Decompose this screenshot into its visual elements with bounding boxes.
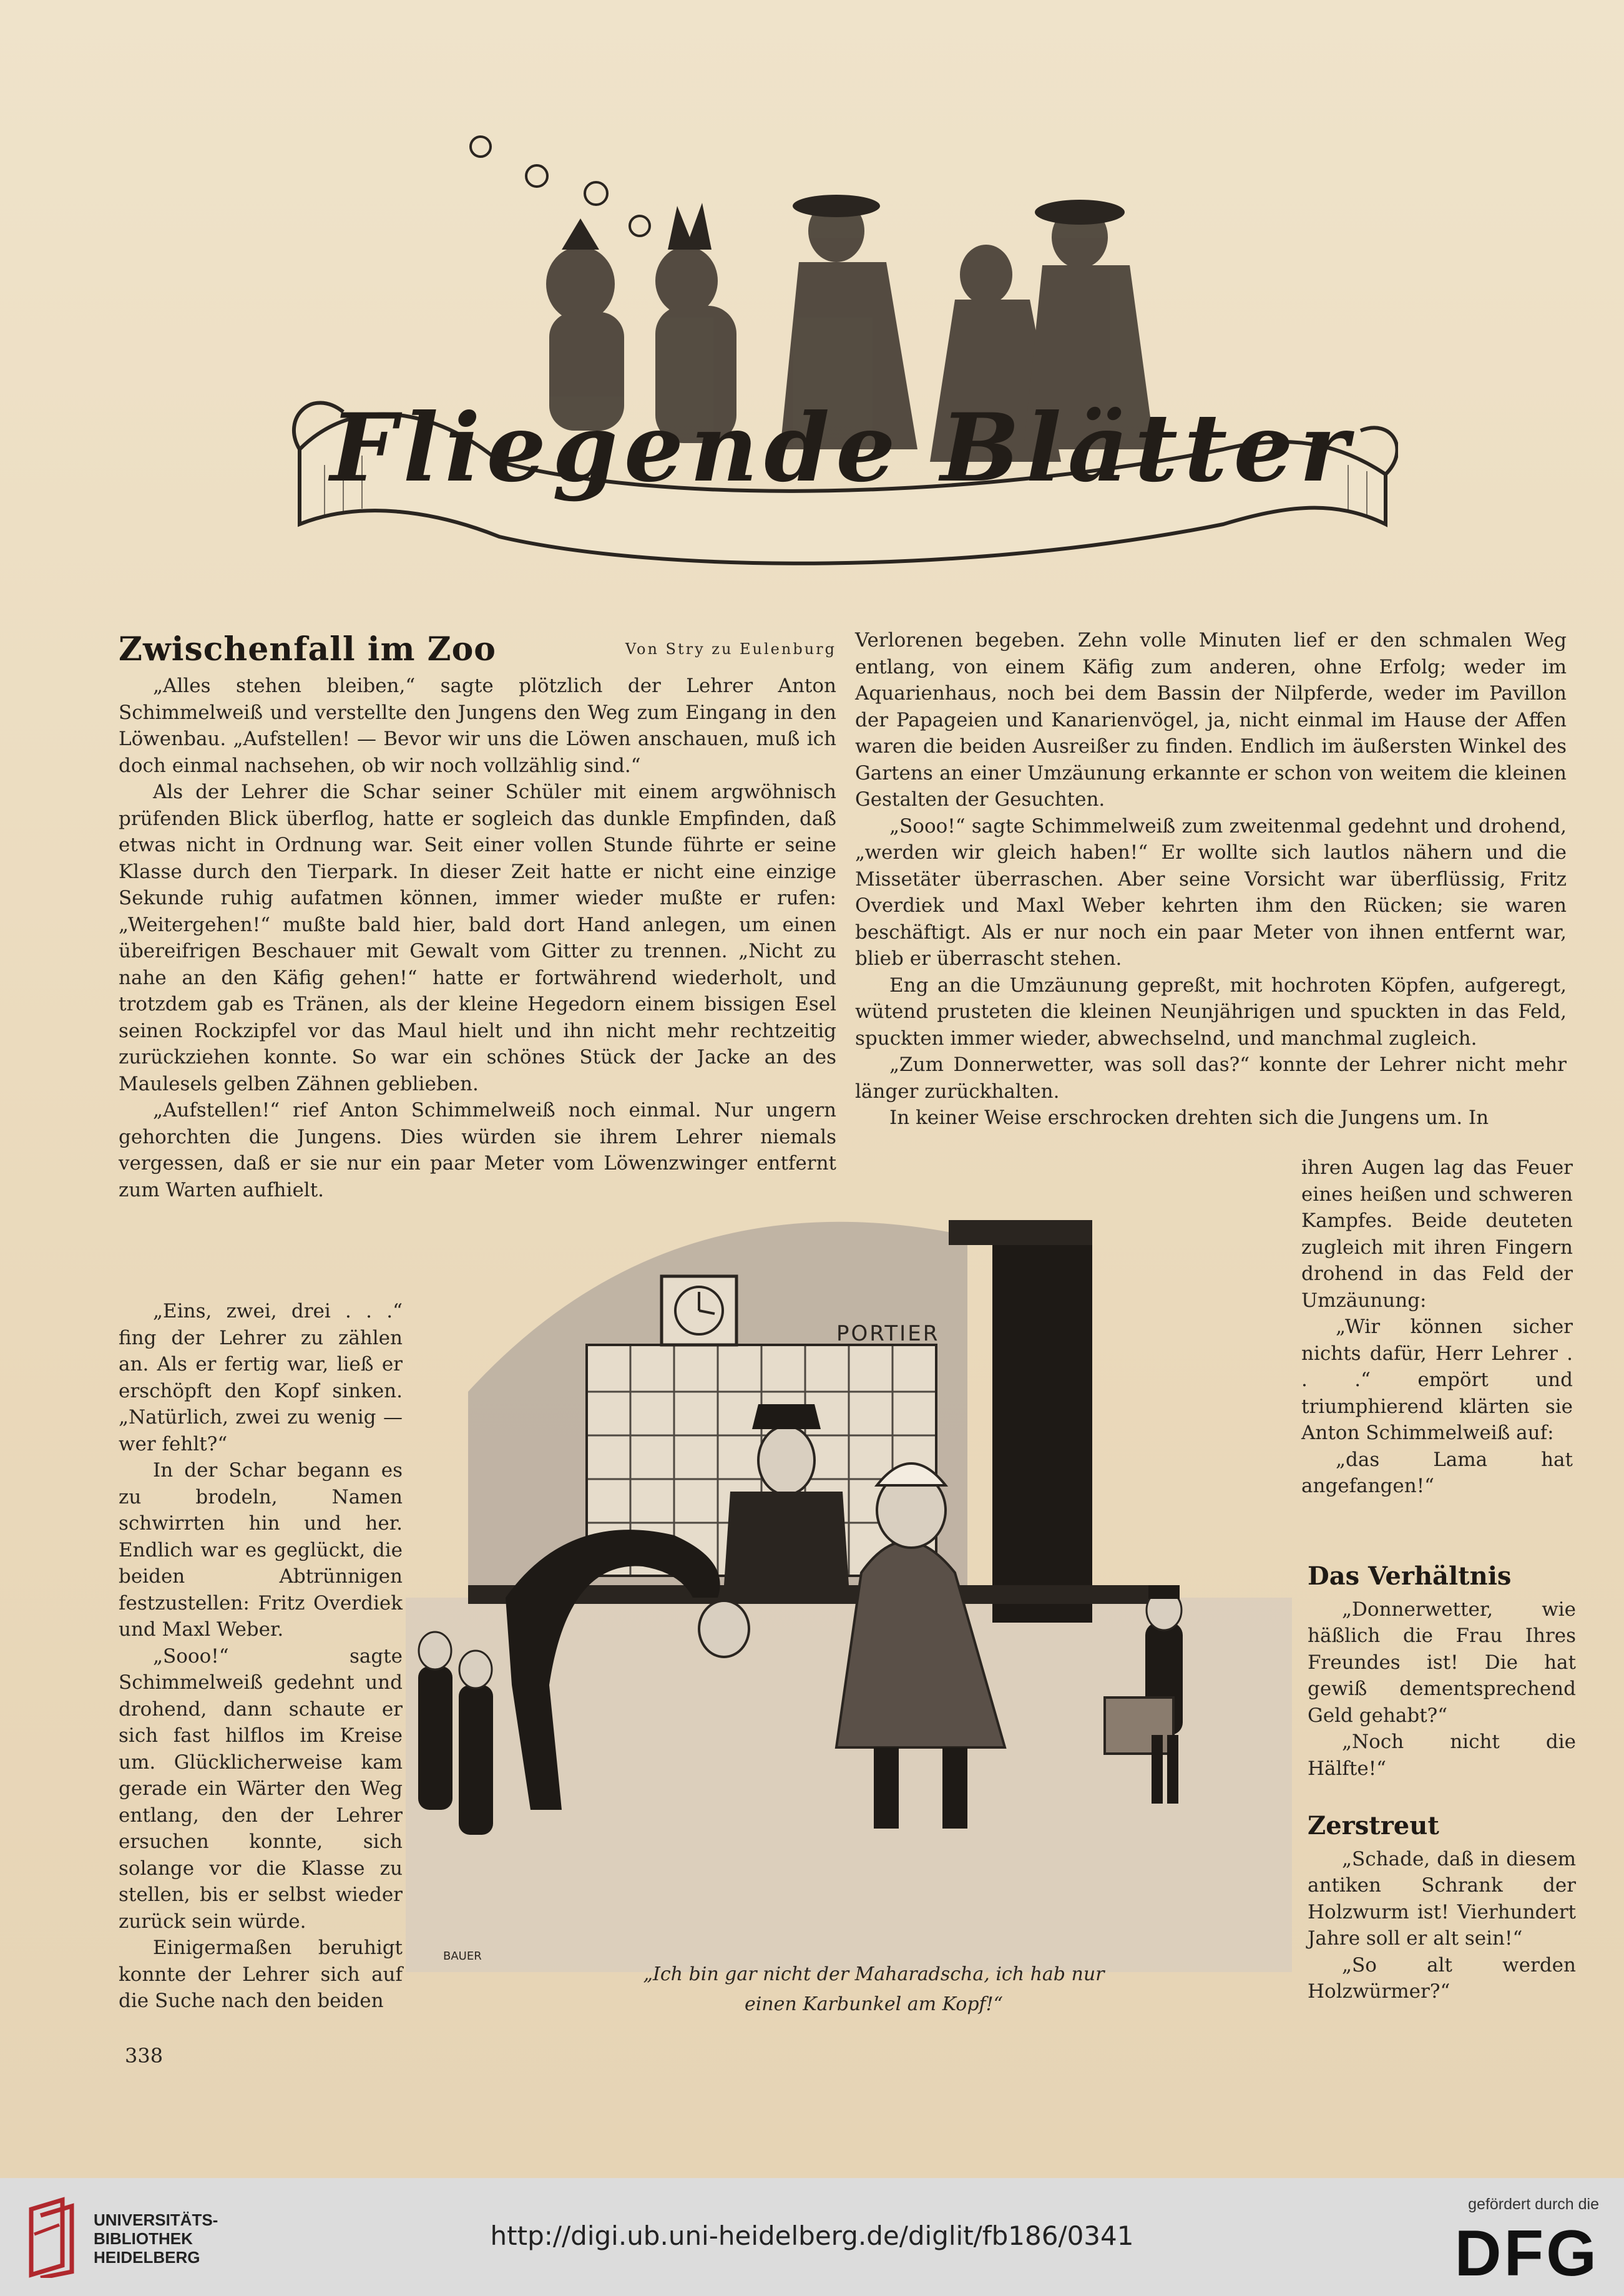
article-column-right bbox=[855, 627, 1567, 1131]
article-heading bbox=[119, 630, 836, 668]
article-column-right-narrow bbox=[1301, 1155, 1573, 1500]
article-paragraph: „Sooo!“ sagte Schimmelweiß zum zweitenmal gedehnt und drohend, „werden wir gleich haben!“ Er wollte sich lautlos nähern und die Missetäter überraschen. Aber seine Vorsicht war überflüssig, Fritz Overdiek und Maxl Weber kehrten ihm den Rücken; sie waren beschäftigt. Als er nur noch ein paar Meter von ihnen entfernt war, blieb er überrascht stehen. bbox=[855, 814, 1567, 970]
footer-bar bbox=[0, 2178, 1624, 2296]
library-line: HEIDELBERG bbox=[94, 2248, 200, 2267]
joke-zerstreut bbox=[1308, 1813, 1576, 2005]
joke-title: Das Verhältnis bbox=[1308, 1561, 1512, 1591]
article-paragraph: In keiner Weise erschrocken drehten sich die Jungens um. In bbox=[889, 1106, 1489, 1129]
artist-signature: BAUER bbox=[443, 1950, 482, 1963]
library-line: UNIVERSITÄTS- bbox=[94, 2211, 218, 2229]
funding-note: gefördert durch die bbox=[1468, 2196, 1599, 2213]
caption-line: einen Karbunkel am Kopf!“ bbox=[744, 1993, 1004, 2015]
joke-paragraph: „Schade, daß in diesem antiken Schrank der Holzwurm ist! Vierhundert Jahre soll er alt sein!“ bbox=[1308, 1847, 1576, 1950]
document-url-link[interactable]: http://digi.ub.uni-heidelberg.de/diglit/fb186/0341 bbox=[490, 2220, 1134, 2251]
cartoon-caption bbox=[562, 1960, 1186, 2020]
article-paragraph: Einigermaßen beruhigt konnte der Lehrer sich auf die Suche nach den beiden bbox=[119, 1937, 403, 2012]
article-paragraph: „das Lama hat angefangen!“ bbox=[1301, 1448, 1573, 1497]
page-number: 338 bbox=[125, 2044, 164, 2068]
cartoon-illustration bbox=[406, 1186, 1292, 1972]
article-paragraph: „Alles stehen bleiben,“ sagte plötzlich der Lehrer Anton Schimmelweiß und verstellte den Jungens den Weg zum Eingang in den Löwenbau. „Aufstellen! — Bevor wir uns die Löwen anschauen, muß ich doch einmal nachsehen, ob wir noch vollzählig sind.“ bbox=[119, 675, 836, 777]
masthead-illustration bbox=[287, 125, 1398, 574]
article-paragraph: „Wir können sicher nichts dafür, Herr Lehrer . . .“ empört und triumphierend klärten sie Anton Schimmelweiß auf: bbox=[1301, 1316, 1573, 1444]
library-line: BIBLIOTHEK bbox=[94, 2229, 193, 2248]
article-paragraph: „Eins, zwei, drei . . .“ fing der Lehrer zu zählen an. Als er fertig war, ließ er erschöpft den Kopf sinken. „Natürlich, zwei zu wenig — wer fehlt?“ bbox=[119, 1300, 403, 1455]
article-byline: Von Stry zu Eulenburg bbox=[625, 640, 836, 658]
portier-sign: PORTIER bbox=[836, 1321, 940, 1346]
article-title: Zwischenfall im Zoo bbox=[119, 630, 496, 668]
article-paragraph: ihren Augen lag das Feuer eines heißen und schweren Kampfes. Beide deuteten zugleich mit ihren Fingern drohend in das Feld der Umzäunung: bbox=[1301, 1156, 1573, 1312]
article-paragraph: „Aufstellen!“ rief Anton Schimmelweiß noch einmal. Nur ungern gehorchten die Jungens. Dies würden sie ihrem Lehrer niemals vergessen, daß er sie nur ein paar Meter vom Löwenzwinger entfernt zum Warten aufhielt. bbox=[119, 1099, 836, 1201]
masthead bbox=[287, 125, 1398, 574]
article-paragraph: Verlorenen begeben. Zehn volle Minuten lief er den schmalen Weg entlang, von einem Käfig zum anderen, ohne Erfolg; weder im Aquarienhaus, noch bei dem Bassin der Nilpferde, weder im Pavillon der Papageien und Kanarienvögel, ja, nicht einmal im Hause der Affen waren die beiden Ausreißer zu finden. Endlich im äußersten Winkel des Gartens an einer Umzäunung erkannte er schon von weitem die kleinen Gestalten der Gesuchten. bbox=[855, 629, 1567, 811]
article-paragraph: In der Schar begann es zu brodeln, Namen schwirrten hin und her. Endlich war es geglückt, die beiden Abtrünnigen festzustellen: Fritz Overdiek und Maxl Weber. bbox=[119, 1459, 403, 1641]
joke-paragraph: „Donnerwetter, wie häßlich die Frau Ihres Freundes ist! Die hat gewiß dementsprechend Geld gehabt?“ bbox=[1308, 1598, 1576, 1727]
article-column-left-narrow bbox=[119, 1298, 403, 2015]
joke-paragraph: „Noch nicht die Hälfte!“ bbox=[1308, 1731, 1576, 1780]
cartoon-drawing bbox=[406, 1186, 1292, 1972]
joke-verhaeltnis bbox=[1308, 1563, 1576, 1782]
article-column-left bbox=[119, 673, 836, 1203]
article-paragraph: „Zum Donnerwetter, was soll das?“ konnte der Lehrer nicht mehr länger zurückhalten. bbox=[855, 1053, 1567, 1103]
article-paragraph: „Sooo!“ sagte Schimmelweiß gedehnt und drohend, dann schaute er sich fast hilflos im Kreise um. Glücklicherweise kam gerade ein Wärter den Weg entlang, den der Lehrer ersuchen konnte, sich solange vor die Klasse zu stellen, bis er selbst wieder zurück sein würde. bbox=[119, 1644, 403, 1933]
article-paragraph: Als der Lehrer die Schar seiner Schüler mit einem argwöhnisch prüfenden Blick überflog, hatte er sogleich das dunkle Empfinden, daß etwas nicht in Ordnung war. Seit einer vollen Stunde führte er seine Klasse durch den Tierpark. In dieser Zeit hatte er nicht eine einzige Sekunde ruhig aufatmen können, immer wieder mußte er rufen: „Weitergehen!“ mußte bald hier, bald dort Hand anlegen, um einen übereifrigen Beschauer mit Gewalt vom Gitter zu trennen. „Nicht zu nahe an den Käfig gehen!“ hatte er fortwährend wiederholt, und trotzdem gab es Tränen, als der kleine Hegedorn einem bissigen Esel seinen Rockzipfel vor das Maul hielt und ihn nicht mehr rechtzeitig zurückziehen konnte. So war ein schönes Stück der Jacke an des Maulesels gelben Zähnen geblieben. bbox=[119, 781, 836, 1095]
dfg-logo[interactable]: DFG bbox=[1454, 2217, 1599, 2290]
caption-line: „Ich bin gar nicht der Maharadscha, ich hab nur bbox=[643, 1963, 1105, 1985]
masthead-title: Fliegende Blätter bbox=[330, 393, 1355, 503]
joke-paragraph: „So alt werden Holzwürmer?“ bbox=[1308, 1953, 1576, 2003]
joke-title: Zerstreut bbox=[1308, 1811, 1439, 1840]
article-paragraph: Eng an die Umzäunung gepreßt, mit hochroten Köpfen, aufgeregt, wütend prusteten die kleinen Neunjährigen und spuckten in das Feld, spuckten immer wieder, abwechselnd, und manchmal zugleich. bbox=[855, 974, 1567, 1050]
